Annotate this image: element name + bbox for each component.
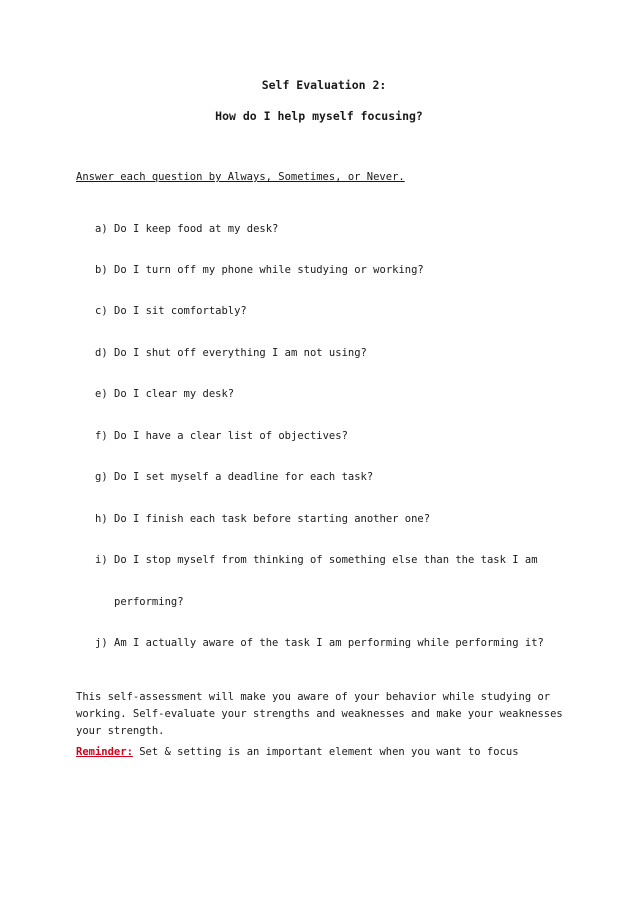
question-text: Am I actually aware of the task I am performing while performing it? [114,637,544,649]
question-text: Do I stop myself from thinking of something else than the task I am [114,554,538,566]
document-subtitle: How do I help myself focusing? [215,109,423,123]
question-letter: h) [95,513,108,525]
reminder-label: Reminder: [76,746,133,758]
question-letter: j) [95,637,108,649]
question-item [95,637,544,649]
question-continuation: performing? [114,596,184,608]
question-item [95,471,373,483]
question-letter: e) [95,388,108,400]
question-text: Do I keep food at my desk? [114,223,279,235]
question-letter: c) [95,305,108,317]
question-item [95,223,278,235]
question-item [95,347,367,359]
question-text: Do I turn off my phone while studying or working? [114,264,424,276]
instruction-text: Answer each question by Always, Sometimes, or Never. [76,171,405,183]
question-text: Do I clear my desk? [114,388,235,400]
question-item [95,554,538,566]
question-letter: g) [95,471,108,483]
question-item [95,430,348,442]
question-letter: a) [95,223,108,235]
question-text: Do I set myself a deadline for each task? [114,471,374,483]
question-text: Do I shut off everything I am not using? [114,347,367,359]
question-item [95,264,424,276]
question-letter: d) [95,347,108,359]
question-letter: i) [95,554,108,566]
question-item [95,305,247,317]
reminder-line [76,746,519,758]
summary-paragraph: This self-assessment will make you aware of your behavior while studying or working. Self-evaluate your strengths and weaknesses and make your weaknesses your strength. [76,691,563,737]
question-item [95,513,430,525]
reminder-text: Set & setting is an important element when you want to focus [132,746,519,758]
question-text: Do I sit comfortably? [114,305,247,317]
question-text: Do I have a clear list of objectives? [114,430,348,442]
question-text: Do I finish each task before starting another one? [114,513,431,525]
document-title: Self Evaluation 2: [261,78,387,92]
question-letter: f) [95,430,108,442]
question-item [95,388,234,400]
question-letter: b) [95,264,108,276]
